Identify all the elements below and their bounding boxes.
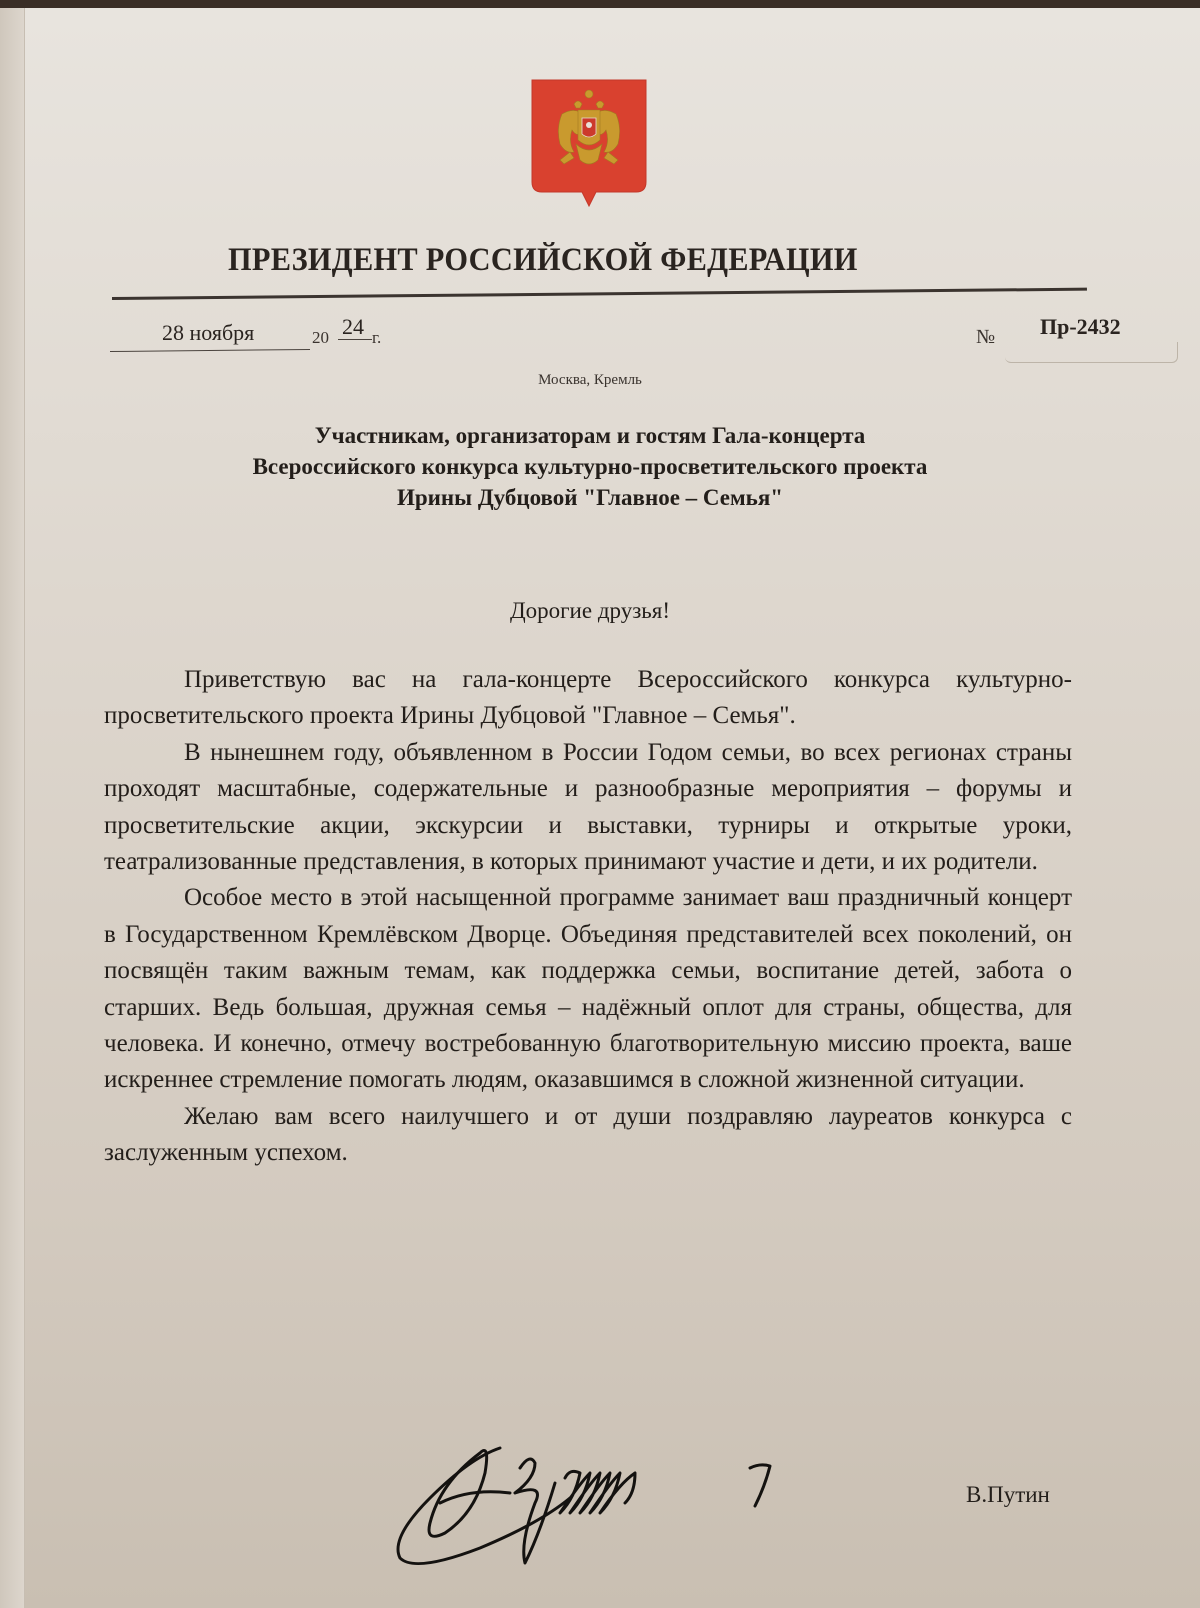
date-year-abbrev: г.	[372, 328, 382, 347]
addressee-line: Ирины Дубцовой "Главное – Семья"	[396, 485, 784, 510]
document-number: Пр-2432	[1040, 314, 1121, 339]
date-day-month: 28 ноября	[162, 320, 255, 345]
addressee-line: Участникам, организаторам и гостям Гала-концерта	[314, 423, 866, 448]
date-century: 20	[312, 328, 329, 347]
page-title: ПРЕЗИДЕНТ РОССИЙСКОЙ ФЕДЕРАЦИИ	[228, 242, 858, 278]
addressee	[120, 420, 1060, 513]
number-field	[1005, 342, 1178, 363]
paragraph: Приветствую вас на гала-концерте Всероссийского конкурса культурно-просветительского проекта Ирины Дубцовой "Главное – Семья".	[104, 666, 1072, 730]
number-label: №	[976, 326, 996, 348]
page-edge	[0, 8, 25, 1608]
letter-page	[0, 8, 1200, 1608]
place: Москва, Кремль	[538, 372, 642, 388]
letter-body	[104, 662, 1072, 1172]
greeting: Дорогие друзья!	[509, 598, 671, 623]
date-year: 24	[342, 314, 364, 339]
paragraph: Желаю вам всего наилучшего и от души поздравляю лауреатов конкурса с заслуженным успехом.	[104, 1102, 1072, 1167]
paragraph: В нынешнем году, объявленном в России Годом семьи, во всех регионах страны проходят масштабные, содержательные и разнообразные мероприятия – форумы и просветительские акции, экскурсии и выставки, турниры и открытые уроки, театрализованные представления, в которых принимают участие и дети, и их родители.	[104, 738, 1072, 876]
russian-coat-of-arms-icon	[530, 78, 648, 208]
date-number-row	[110, 314, 1170, 360]
date-underline	[110, 349, 310, 352]
paragraph: Особое место в этой насыщенной программе занимает ваш праздничный концерт в Государственном Кремлёвском Дворце. Объединяя представителей всех поколений, он посвящён таким важным темам, как поддержка семьи, воспитание детей, забота о старших. Ведь большая, дружная семья – надёжный оплот для страны, общества, для человека. И конечно, отмечу востребованную благотворительную миссию проекта, ваше искреннее стремление помогать людям, оказавшимся в сложной жизненной ситуации.	[104, 884, 1072, 1094]
signer-name: В.Путин	[966, 1482, 1050, 1507]
handwritten-signature-icon	[380, 1428, 840, 1578]
year-underline	[338, 339, 372, 340]
header-divider	[112, 288, 1087, 300]
addressee-line: Всероссийского конкурса культурно-просветительского проекта	[252, 454, 928, 479]
